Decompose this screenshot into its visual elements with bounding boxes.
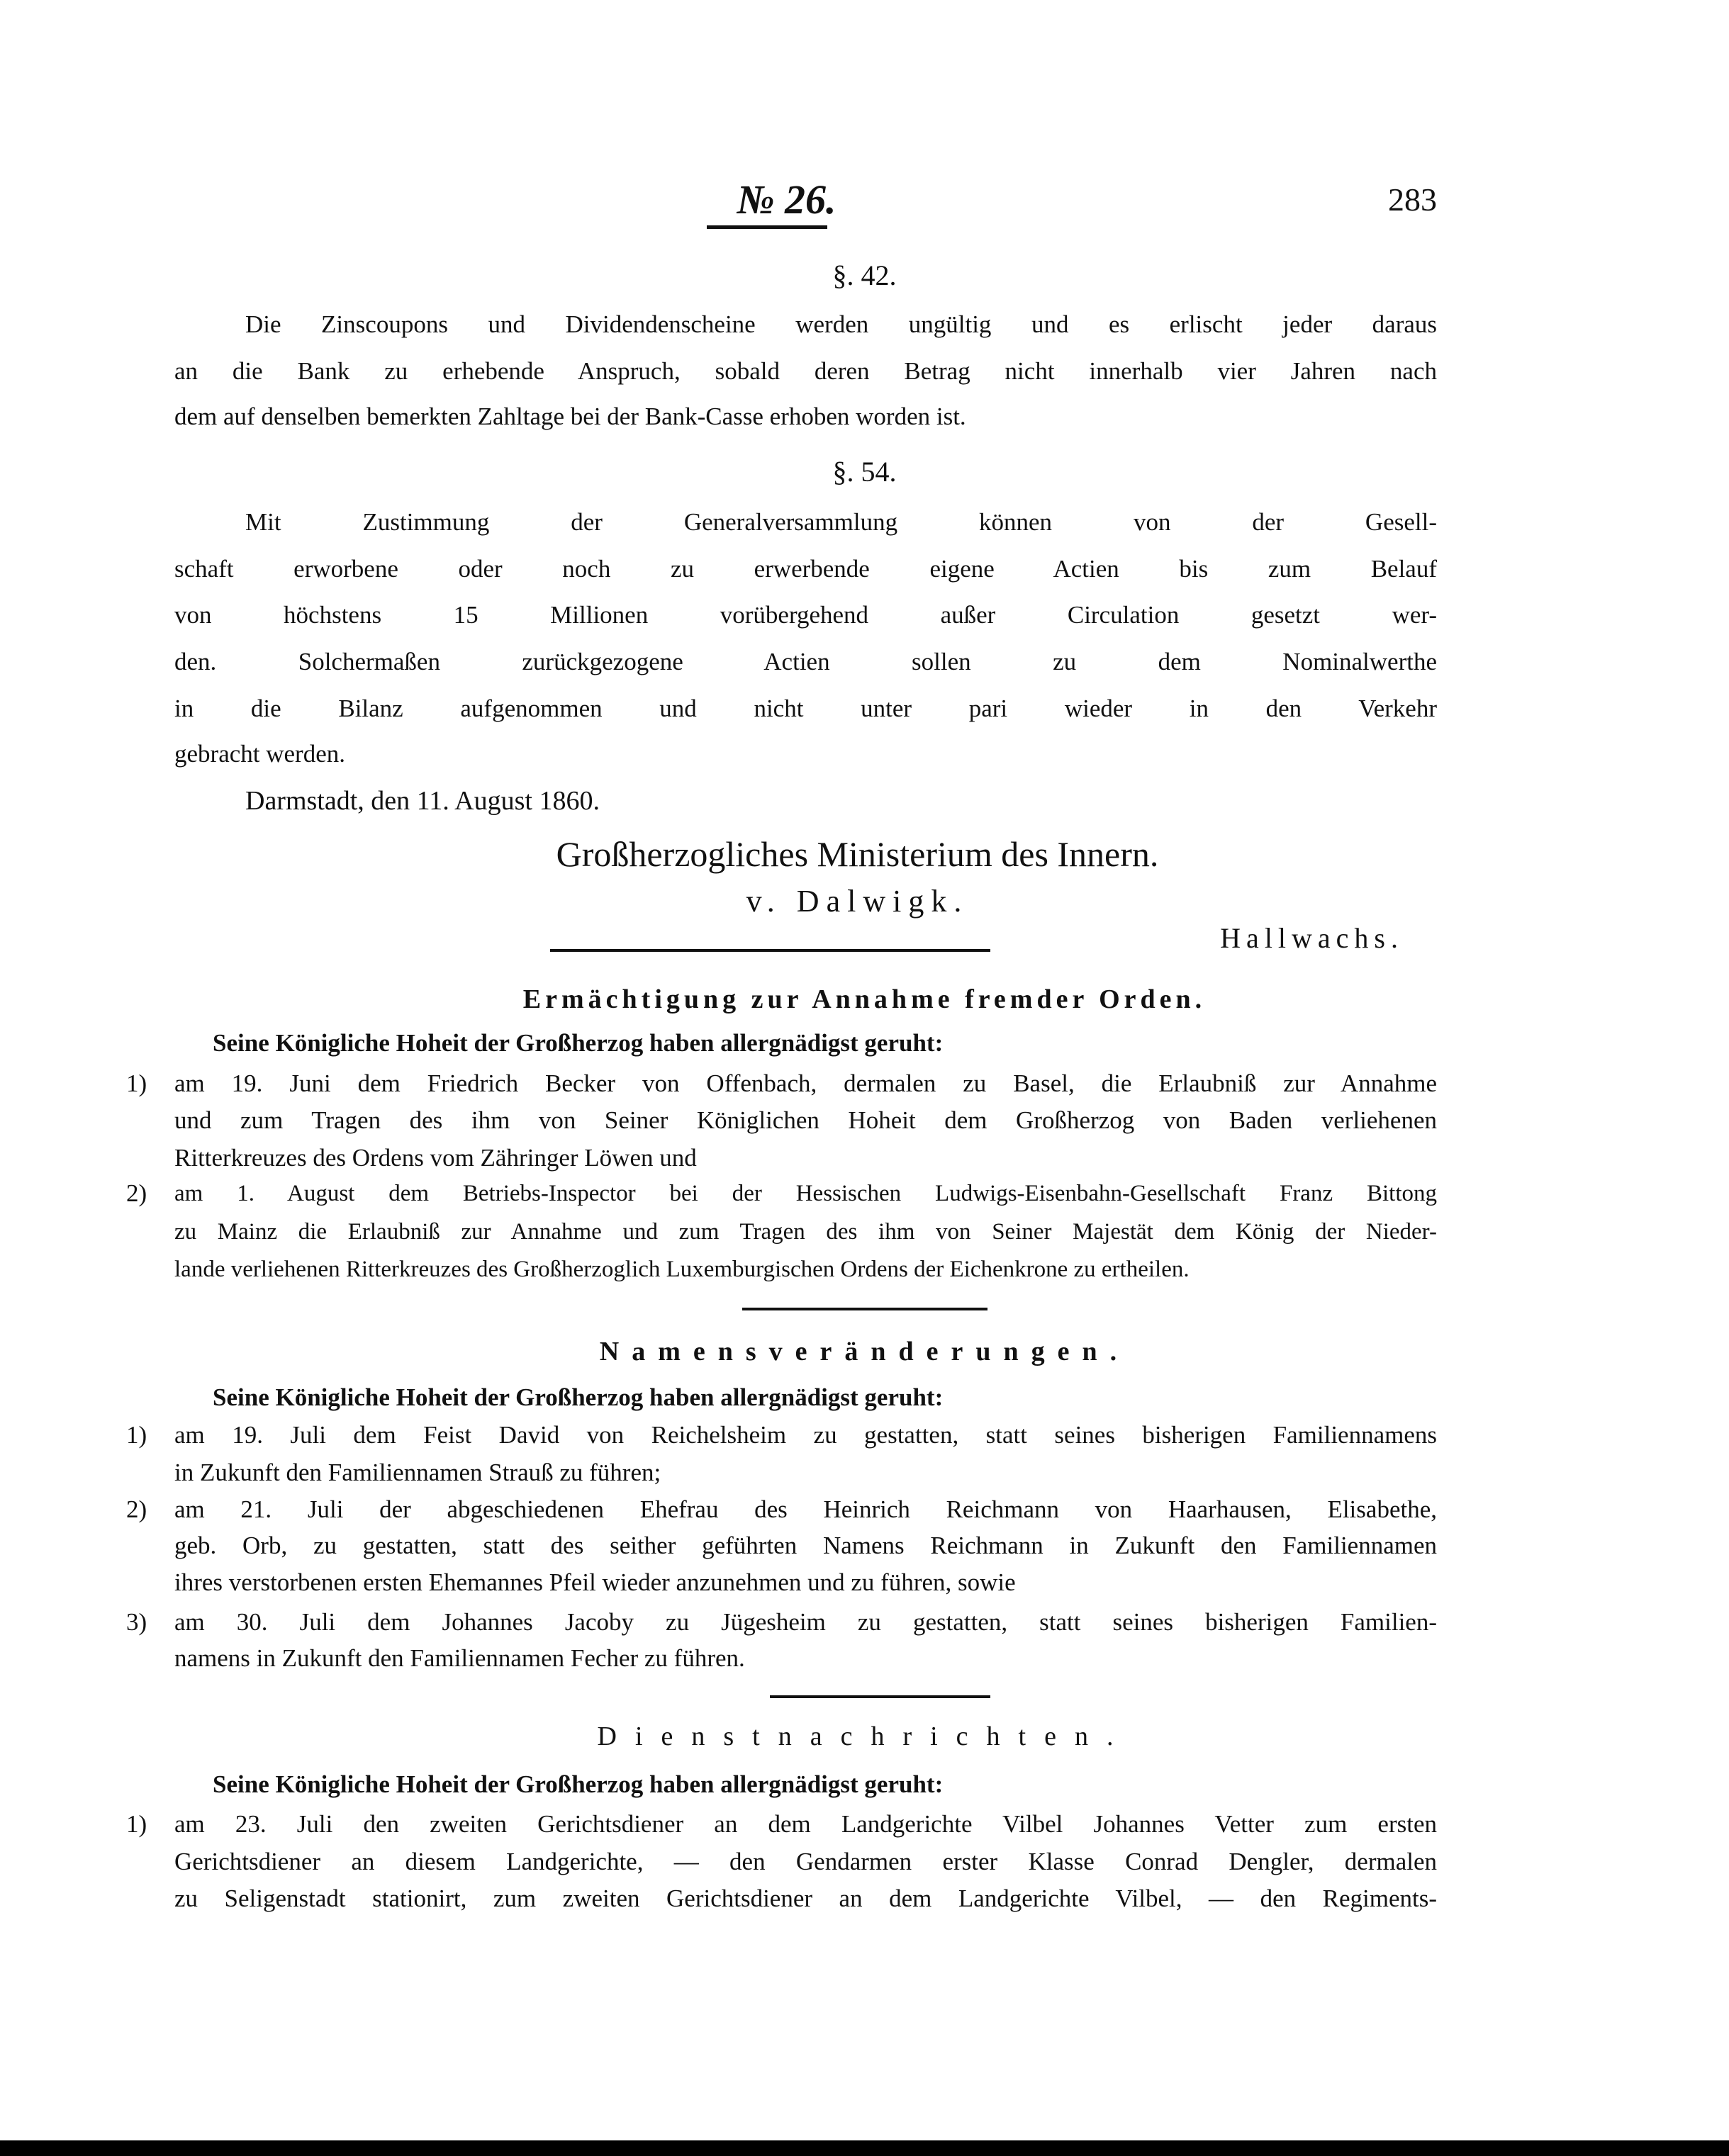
- item-line: ihres verstorbenen ersten Ehemannes Pfeil wieder anzunehmen und zu führen, sowie: [174, 1568, 1016, 1596]
- paragraph-line: gebracht werden.: [174, 740, 345, 768]
- paragraph-line: Die Zinscoupons und Dividendenscheine werden ungültig und es erlischt jeder daraus: [245, 310, 1437, 338]
- section-divider: [742, 1308, 987, 1310]
- issue-number: № 26.: [737, 176, 836, 223]
- paragraph-line: dem auf denselben bemerkten Zahltage bei der Bank-Casse erhoben worden ist.: [174, 403, 966, 430]
- item-line: Ritterkreuzes des Ordens vom Zähringer Löwen und: [174, 1144, 697, 1172]
- page-number: 283: [1388, 181, 1437, 218]
- item-line: am 30. Juli dem Johannes Jacoby zu Jügesheim zu gestatten, statt seines bisherigen Familien-: [174, 1608, 1437, 1636]
- item-number: 1): [126, 1421, 147, 1449]
- section-divider: [550, 949, 990, 952]
- paragraph-line: Mit Zustimmung der Generalversammlung können von der Gesell-: [245, 508, 1437, 536]
- item-line: lande verliehenen Ritterkreuzes des Großherzoglich Luxemburgischen Ordens der Eichenkrone zu ertheilen.: [174, 1257, 1190, 1282]
- section-54-title: §. 54.: [832, 456, 897, 488]
- paragraph-line: den. Solchermaßen zurückgezogene Actien sollen zu dem Nominalwerthe: [174, 648, 1437, 675]
- ministry-signature: Großherzogliches Ministerium des Innern.: [556, 834, 1159, 874]
- item-number: 2): [126, 1495, 147, 1523]
- item-line: in Zukunft den Familiennamen Strauß zu führen;: [174, 1459, 661, 1486]
- secretary-signature: Hallwachs.: [1220, 922, 1404, 954]
- scan-bottom-border: [0, 2140, 1729, 2156]
- item-number: 3): [126, 1608, 147, 1636]
- item-line: und zum Tragen des ihm von Seiner Königlichen Hoheit dem Großherzog von Baden verliehenen: [174, 1106, 1437, 1134]
- item-line: am 19. Juni dem Friedrich Becker von Offenbach, dermalen zu Basel, die Erlaubniß zur Annahme: [174, 1069, 1437, 1097]
- issue-underline: [707, 225, 827, 229]
- orders-intro: Seine Königliche Hoheit der Großherzog haben allergnädigst geruht:: [213, 1029, 944, 1057]
- item-line: am 21. Juli der abgeschiedenen Ehefrau des Heinrich Reichmann von Haarhausen, Elisabethe,: [174, 1495, 1437, 1523]
- names-heading: Namensveränderungen.: [599, 1337, 1130, 1366]
- service-heading: Dienstnachrichten.: [597, 1722, 1132, 1751]
- item-number: 1): [126, 1810, 147, 1838]
- paragraph-line: von höchstens 15 Millionen vorübergehend außer Circulation gesetzt wer-: [174, 601, 1437, 629]
- paragraph-line: in die Bilanz aufgenommen und nicht unter pari wieder in den Verkehr: [174, 695, 1437, 722]
- service-intro: Seine Königliche Hoheit der Großherzog haben allergnädigst geruht:: [213, 1770, 944, 1798]
- item-line: zu Mainz die Erlaubniß zur Annahme und zum Tragen des ihm von Seiner Majestät dem König der Nieder-: [174, 1219, 1437, 1245]
- item-line: namens in Zukunft den Familiennamen Fecher zu führen.: [174, 1644, 745, 1672]
- item-number: 2): [126, 1179, 147, 1207]
- section-divider: [770, 1695, 990, 1698]
- item-line: geb. Orb, zu gestatten, statt des seither geführten Namens Reichmann in Zukunft den Familiennamen: [174, 1532, 1437, 1559]
- place-date: Darmstadt, den 11. August 1860.: [245, 786, 600, 816]
- minister-signature: v. Dalwigk.: [746, 884, 969, 919]
- paragraph-line: an die Bank zu erhebende Anspruch, sobald deren Betrag nicht innerhalb vier Jahren nach: [174, 357, 1437, 385]
- item-line: am 23. Juli den zweiten Gerichtsdiener an dem Landgerichte Vilbel Johannes Vetter zum ersten: [174, 1810, 1437, 1838]
- item-line: Gerichtsdiener an diesem Landgerichte, — den Gendarmen erster Klasse Conrad Dengler, dermalen: [174, 1848, 1437, 1875]
- names-intro: Seine Königliche Hoheit der Großherzog haben allergnädigst geruht:: [213, 1383, 944, 1411]
- item-number: 1): [126, 1069, 147, 1097]
- orders-heading: Ermächtigung zur Annahme fremder Orden.: [522, 984, 1207, 1014]
- item-line: zu Seligenstadt stationirt, zum zweiten Gerichtsdiener an dem Landgerichte Vilbel, — den Regiments-: [174, 1885, 1437, 1912]
- item-line: am 19. Juli dem Feist David von Reichelsheim zu gestatten, statt seines bisherigen Familiennamens: [174, 1421, 1437, 1449]
- item-line: am 1. August dem Betriebs-Inspector bei der Hessischen Ludwigs-Eisenbahn-Gesellschaft Franz Bittong: [174, 1181, 1437, 1206]
- paragraph-line: schaft erworbene oder noch zu erwerbende eigene Actien bis zum Belauf: [174, 555, 1437, 583]
- section-42-title: §. 42.: [832, 259, 897, 291]
